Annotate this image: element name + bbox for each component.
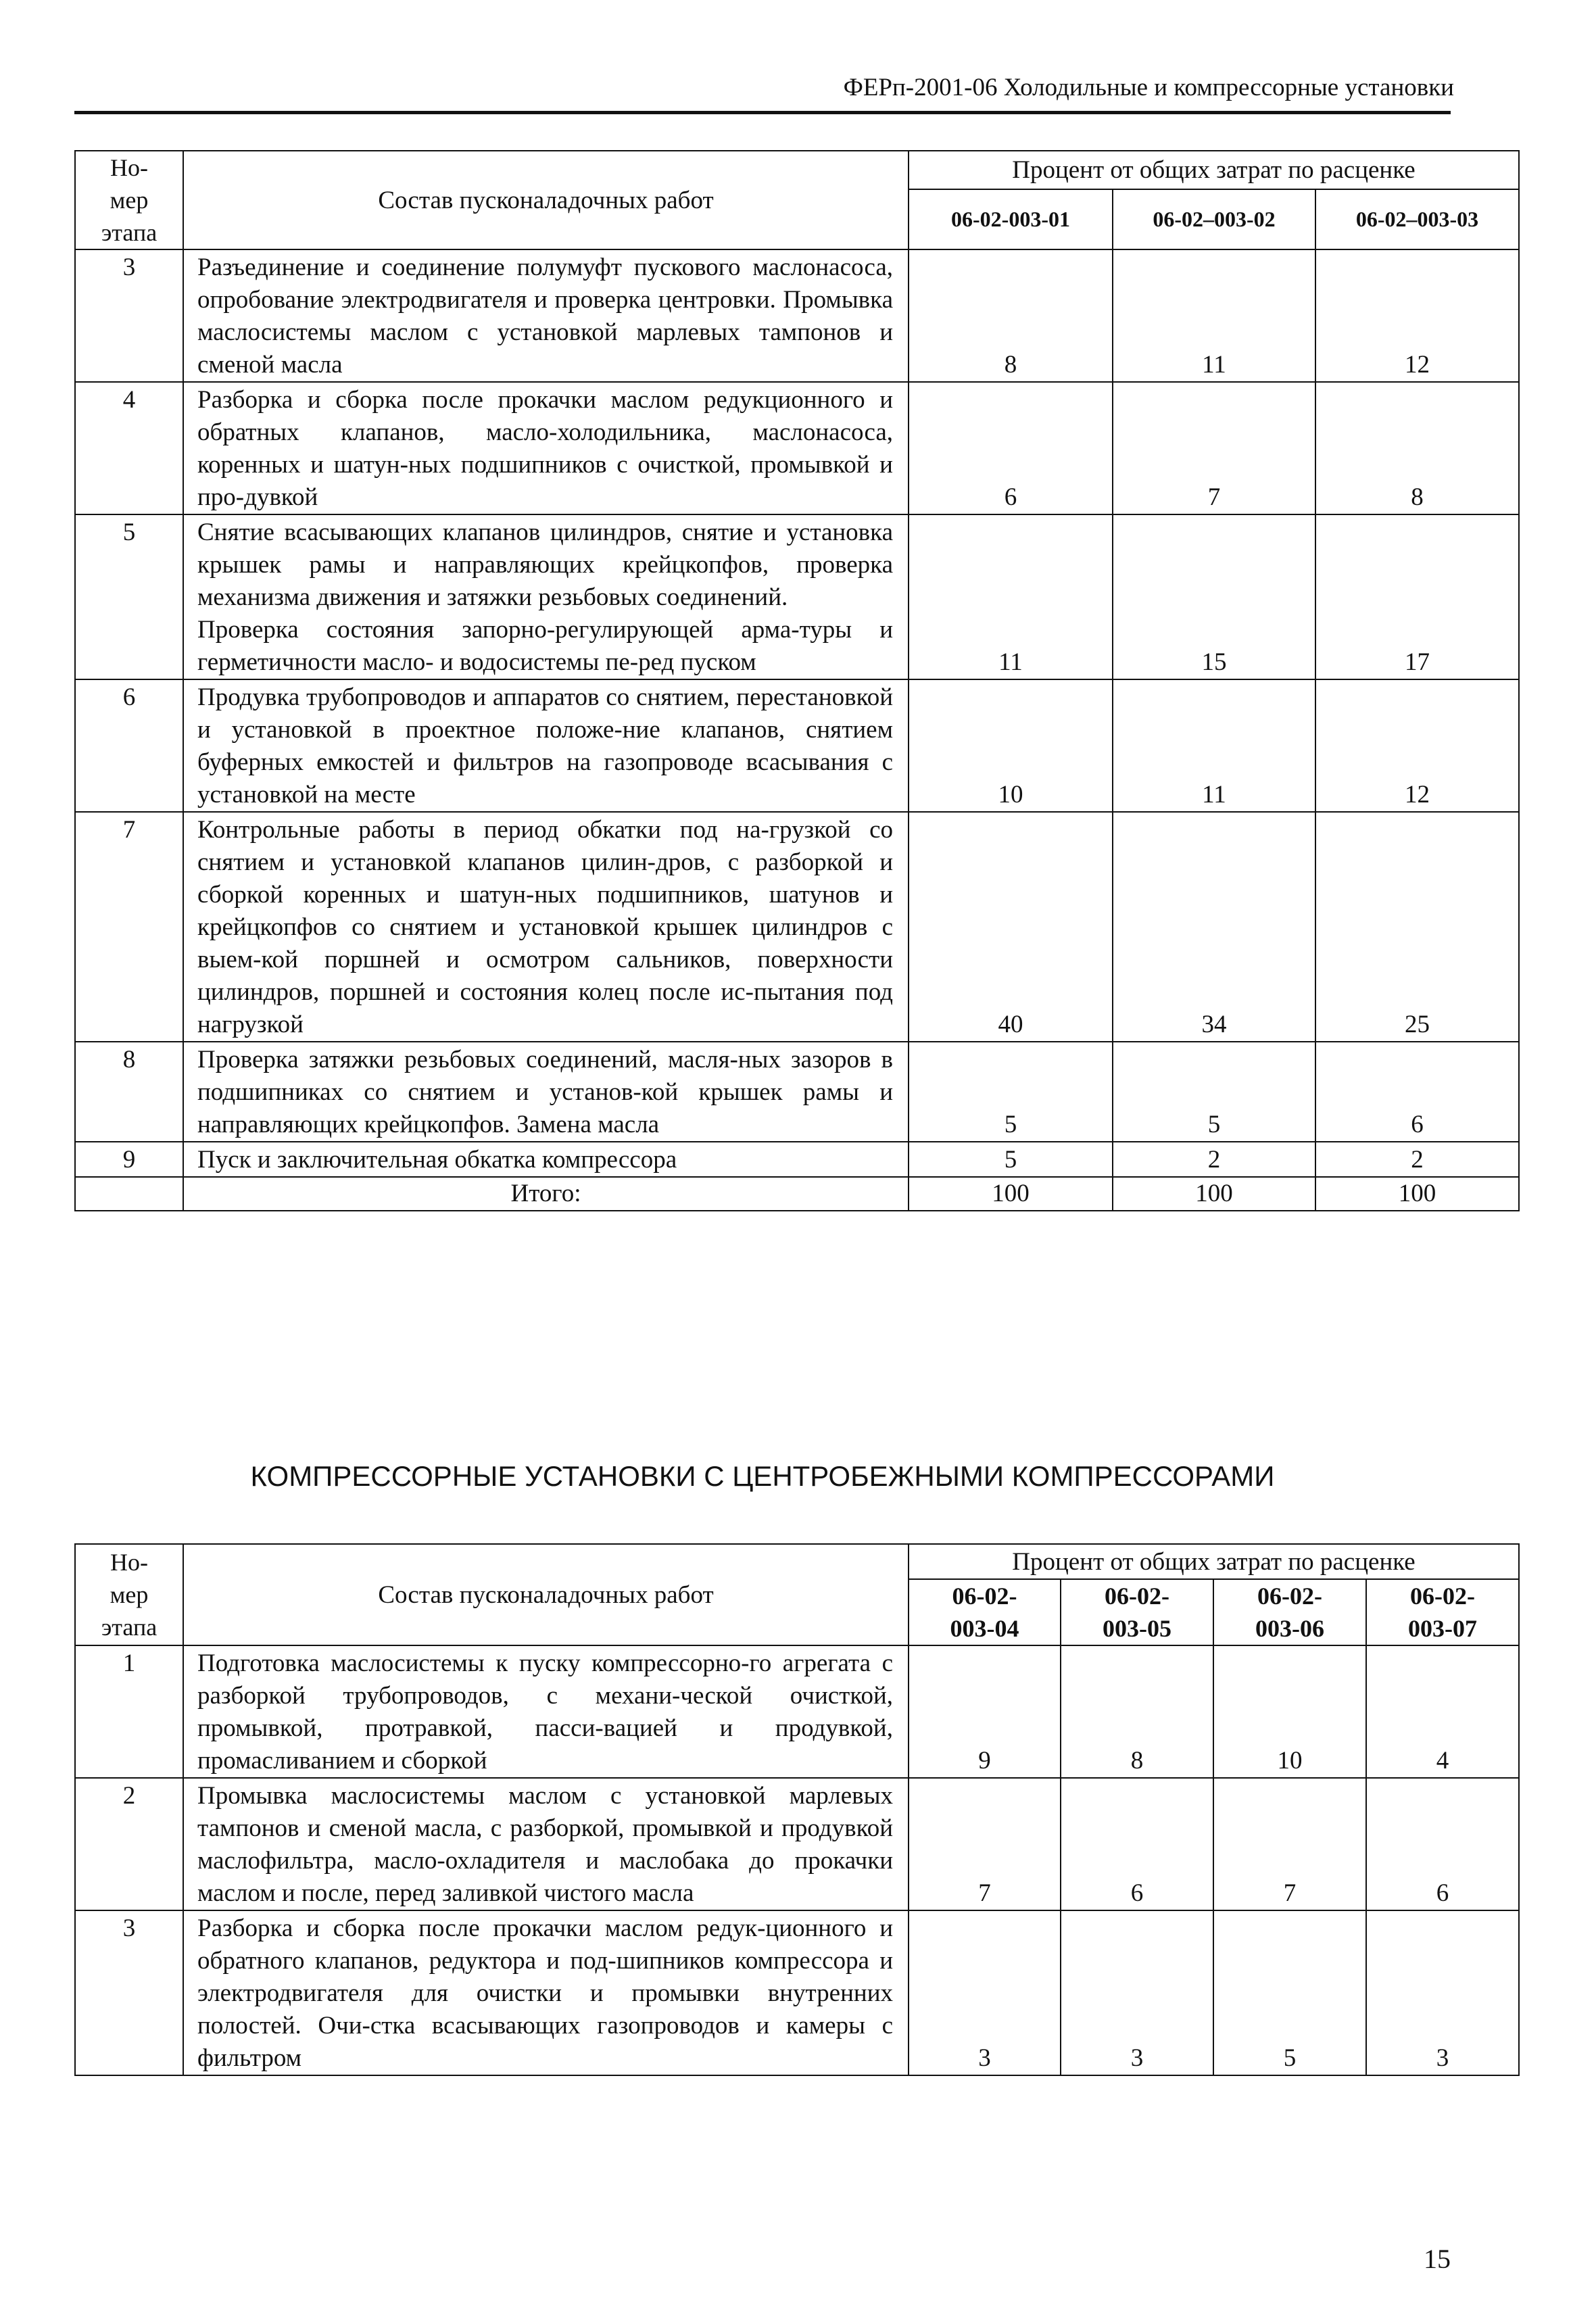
- percent-value: 5: [1113, 1042, 1315, 1142]
- work-description-part: Проверка состояния запорно-регулирующей арма-туры и герметичности масло- и водосистемы пе-ред пуском: [197, 616, 893, 676]
- work-description-part: Снятие всасывающих клапанов цилиндров, снятие и установка крышек рамы и направляющих крейцкопфов, проверка механизма движения и затяжки резьбовых соединений.: [197, 518, 893, 611]
- percent-value: 15: [1113, 514, 1315, 679]
- percent-value: 10: [1213, 1645, 1366, 1778]
- percent-value: 2: [1113, 1142, 1315, 1177]
- table-row: [75, 1645, 1519, 1778]
- code-header: 06-02-003-01: [909, 189, 1113, 249]
- work-description: Пуск и заключительная обкатка компрессора: [183, 1142, 909, 1177]
- table-row: [75, 382, 1519, 514]
- percent-value: 6: [1061, 1778, 1213, 1910]
- total-row: [75, 1177, 1519, 1211]
- percent-value: 3: [909, 1910, 1061, 2075]
- work-description: Проверка затяжки резьбовых соединений, масля-ных зазоров в подшипниках со снятием и установ-кой крышек рамы и направляющих крейцкопфов. Замена масла: [183, 1042, 909, 1142]
- percent-value: 12: [1315, 249, 1519, 382]
- column-header-stage: Но- мер этапа: [75, 151, 183, 249]
- section-title: КОМПРЕССОРНЫЕ УСТАНОВКИ С ЦЕНТРОБЕЖНЫМИ КОМПРЕССОРАМИ: [250, 1460, 1275, 1492]
- total-value: 100: [1315, 1177, 1519, 1211]
- table-row: [75, 1042, 1519, 1142]
- percent-value: 2: [1315, 1142, 1519, 1177]
- percent-value: 11: [909, 514, 1113, 679]
- percent-value: 25: [1315, 812, 1519, 1042]
- code-header: 06-02- 003-06: [1213, 1579, 1366, 1645]
- total-label: Итого:: [183, 1177, 909, 1211]
- code-header: 06-02–003-02: [1113, 189, 1315, 249]
- stage-number: 9: [75, 1142, 183, 1177]
- stage-number: 7: [75, 812, 183, 1042]
- running-title: ФЕРп-2001-06 Холодильные и компрессорные установки: [843, 74, 1454, 101]
- code-header: 06-02- 003-05: [1061, 1579, 1213, 1645]
- column-header-composition: Состав пусконаладочных работ: [183, 1544, 909, 1645]
- stage-number: 4: [75, 382, 183, 514]
- percent-value: 7: [1113, 382, 1315, 514]
- percent-value: 6: [1315, 1042, 1519, 1142]
- percent-value: 10: [909, 679, 1113, 812]
- work-description: Контрольные работы в период обкатки под на-грузкой со снятием и установкой клапанов цилин-дров, с разборкой и сборкой коренных и шатун-ных подшипников, шатунов и крейцкопфов со снятием и установкой крышек цилиндров с выем-кой поршней и осмотром сальников, поверхности цилиндров, поршней и состояния колец после ис-пытания под нагрузкой: [183, 812, 909, 1042]
- page-number: 15: [1424, 2244, 1451, 2274]
- total-value: 100: [1113, 1177, 1315, 1211]
- work-description: Подготовка маслосистемы к пуску компрессорно-го агрегата с разборкой трубопроводов, с механи-ческой очисткой, промывкой, протравкой, пасси-вацией и продувкой, промасливанием и сборкой: [183, 1645, 909, 1778]
- work-description: Разъединение и соединение полумуфт пускового маслонасоса, опробование электродвигателя и проверка центровки. Промывка маслосистемы маслом с установкой марлевых тампонов и сменой масла: [183, 249, 909, 382]
- stage-number: 1: [75, 1645, 183, 1778]
- stage-number: 3: [75, 1910, 183, 2075]
- percent-value: 4: [1366, 1645, 1519, 1778]
- percent-value: 5: [909, 1142, 1113, 1177]
- empty-cell: [75, 1177, 183, 1211]
- table-row: [75, 1910, 1519, 2075]
- stage-number: 2: [75, 1778, 183, 1910]
- percent-value: 7: [1213, 1778, 1366, 1910]
- percent-value: 40: [909, 812, 1113, 1042]
- table-centrifugal-compressors: [74, 1543, 1520, 2076]
- percent-value: 34: [1113, 812, 1315, 1042]
- code-header: 06-02- 003-04: [909, 1579, 1061, 1645]
- stage-number: 6: [75, 679, 183, 812]
- column-header-stage: Но- мер этапа: [75, 1544, 183, 1645]
- percent-value: 9: [909, 1645, 1061, 1778]
- percent-value: 5: [909, 1042, 1113, 1142]
- column-header-percent: Процент от общих затрат по расценке: [909, 1544, 1519, 1579]
- table-row: [75, 812, 1519, 1042]
- percent-value: 8: [1315, 382, 1519, 514]
- work-description: Промывка маслосистемы маслом с установкой марлевых тампонов и сменой масла, с разборкой, промывкой и продувкой маслофильтра, масло-охладителя и маслобака до прокачки маслом и после, перед заливкой чистого масла: [183, 1778, 909, 1910]
- table-row: [75, 679, 1519, 812]
- table-row: [75, 249, 1519, 382]
- stage-number: 3: [75, 249, 183, 382]
- table-reciprocating-compressors: [74, 150, 1520, 1211]
- stage-number: 5: [75, 514, 183, 679]
- percent-value: 6: [1366, 1778, 1519, 1910]
- percent-value: 8: [909, 249, 1113, 382]
- work-description: [183, 514, 909, 679]
- percent-value: 12: [1315, 679, 1519, 812]
- work-description: Разборка и сборка после прокачки маслом редук-ционного и обратного клапанов, редуктора и под-шипников компрессора и электродвигателя для очистки и промывки внутренних полостей. Очи-стка всасывающих газопроводов и камеры с фильтром: [183, 1910, 909, 2075]
- work-description: Продувка трубопроводов и аппаратов со снятием, перестановкой и установкой в проектное положе-ние клапанов, снятием буферных емкостей и фильтров на газопроводе всасывания с установкой на месте: [183, 679, 909, 812]
- table-row: [75, 1142, 1519, 1177]
- percent-value: 17: [1315, 514, 1519, 679]
- table-row: [75, 514, 1519, 679]
- percent-value: 5: [1213, 1910, 1366, 2075]
- total-value: 100: [909, 1177, 1113, 1211]
- column-header-percent: Процент от общих затрат по расценке: [909, 151, 1519, 189]
- percent-value: 6: [909, 382, 1113, 514]
- percent-value: 8: [1061, 1645, 1213, 1778]
- percent-value: 11: [1113, 679, 1315, 812]
- percent-value: 7: [909, 1778, 1061, 1910]
- work-description: Разборка и сборка после прокачки маслом редукционного и обратных клапанов, масло-холодильника, маслонасоса, коренных и шатун-ных подшипников с очисткой, промывкой и про-дувкой: [183, 382, 909, 514]
- code-header: 06-02- 003-07: [1366, 1579, 1519, 1645]
- table-row: [75, 1778, 1519, 1910]
- stage-number: 8: [75, 1042, 183, 1142]
- percent-value: 3: [1061, 1910, 1213, 2075]
- header-divider: [74, 111, 1451, 114]
- percent-value: 11: [1113, 249, 1315, 382]
- code-header: 06-02–003-03: [1315, 189, 1519, 249]
- percent-value: 3: [1366, 1910, 1519, 2075]
- column-header-composition: Состав пусконаладочных работ: [183, 151, 909, 249]
